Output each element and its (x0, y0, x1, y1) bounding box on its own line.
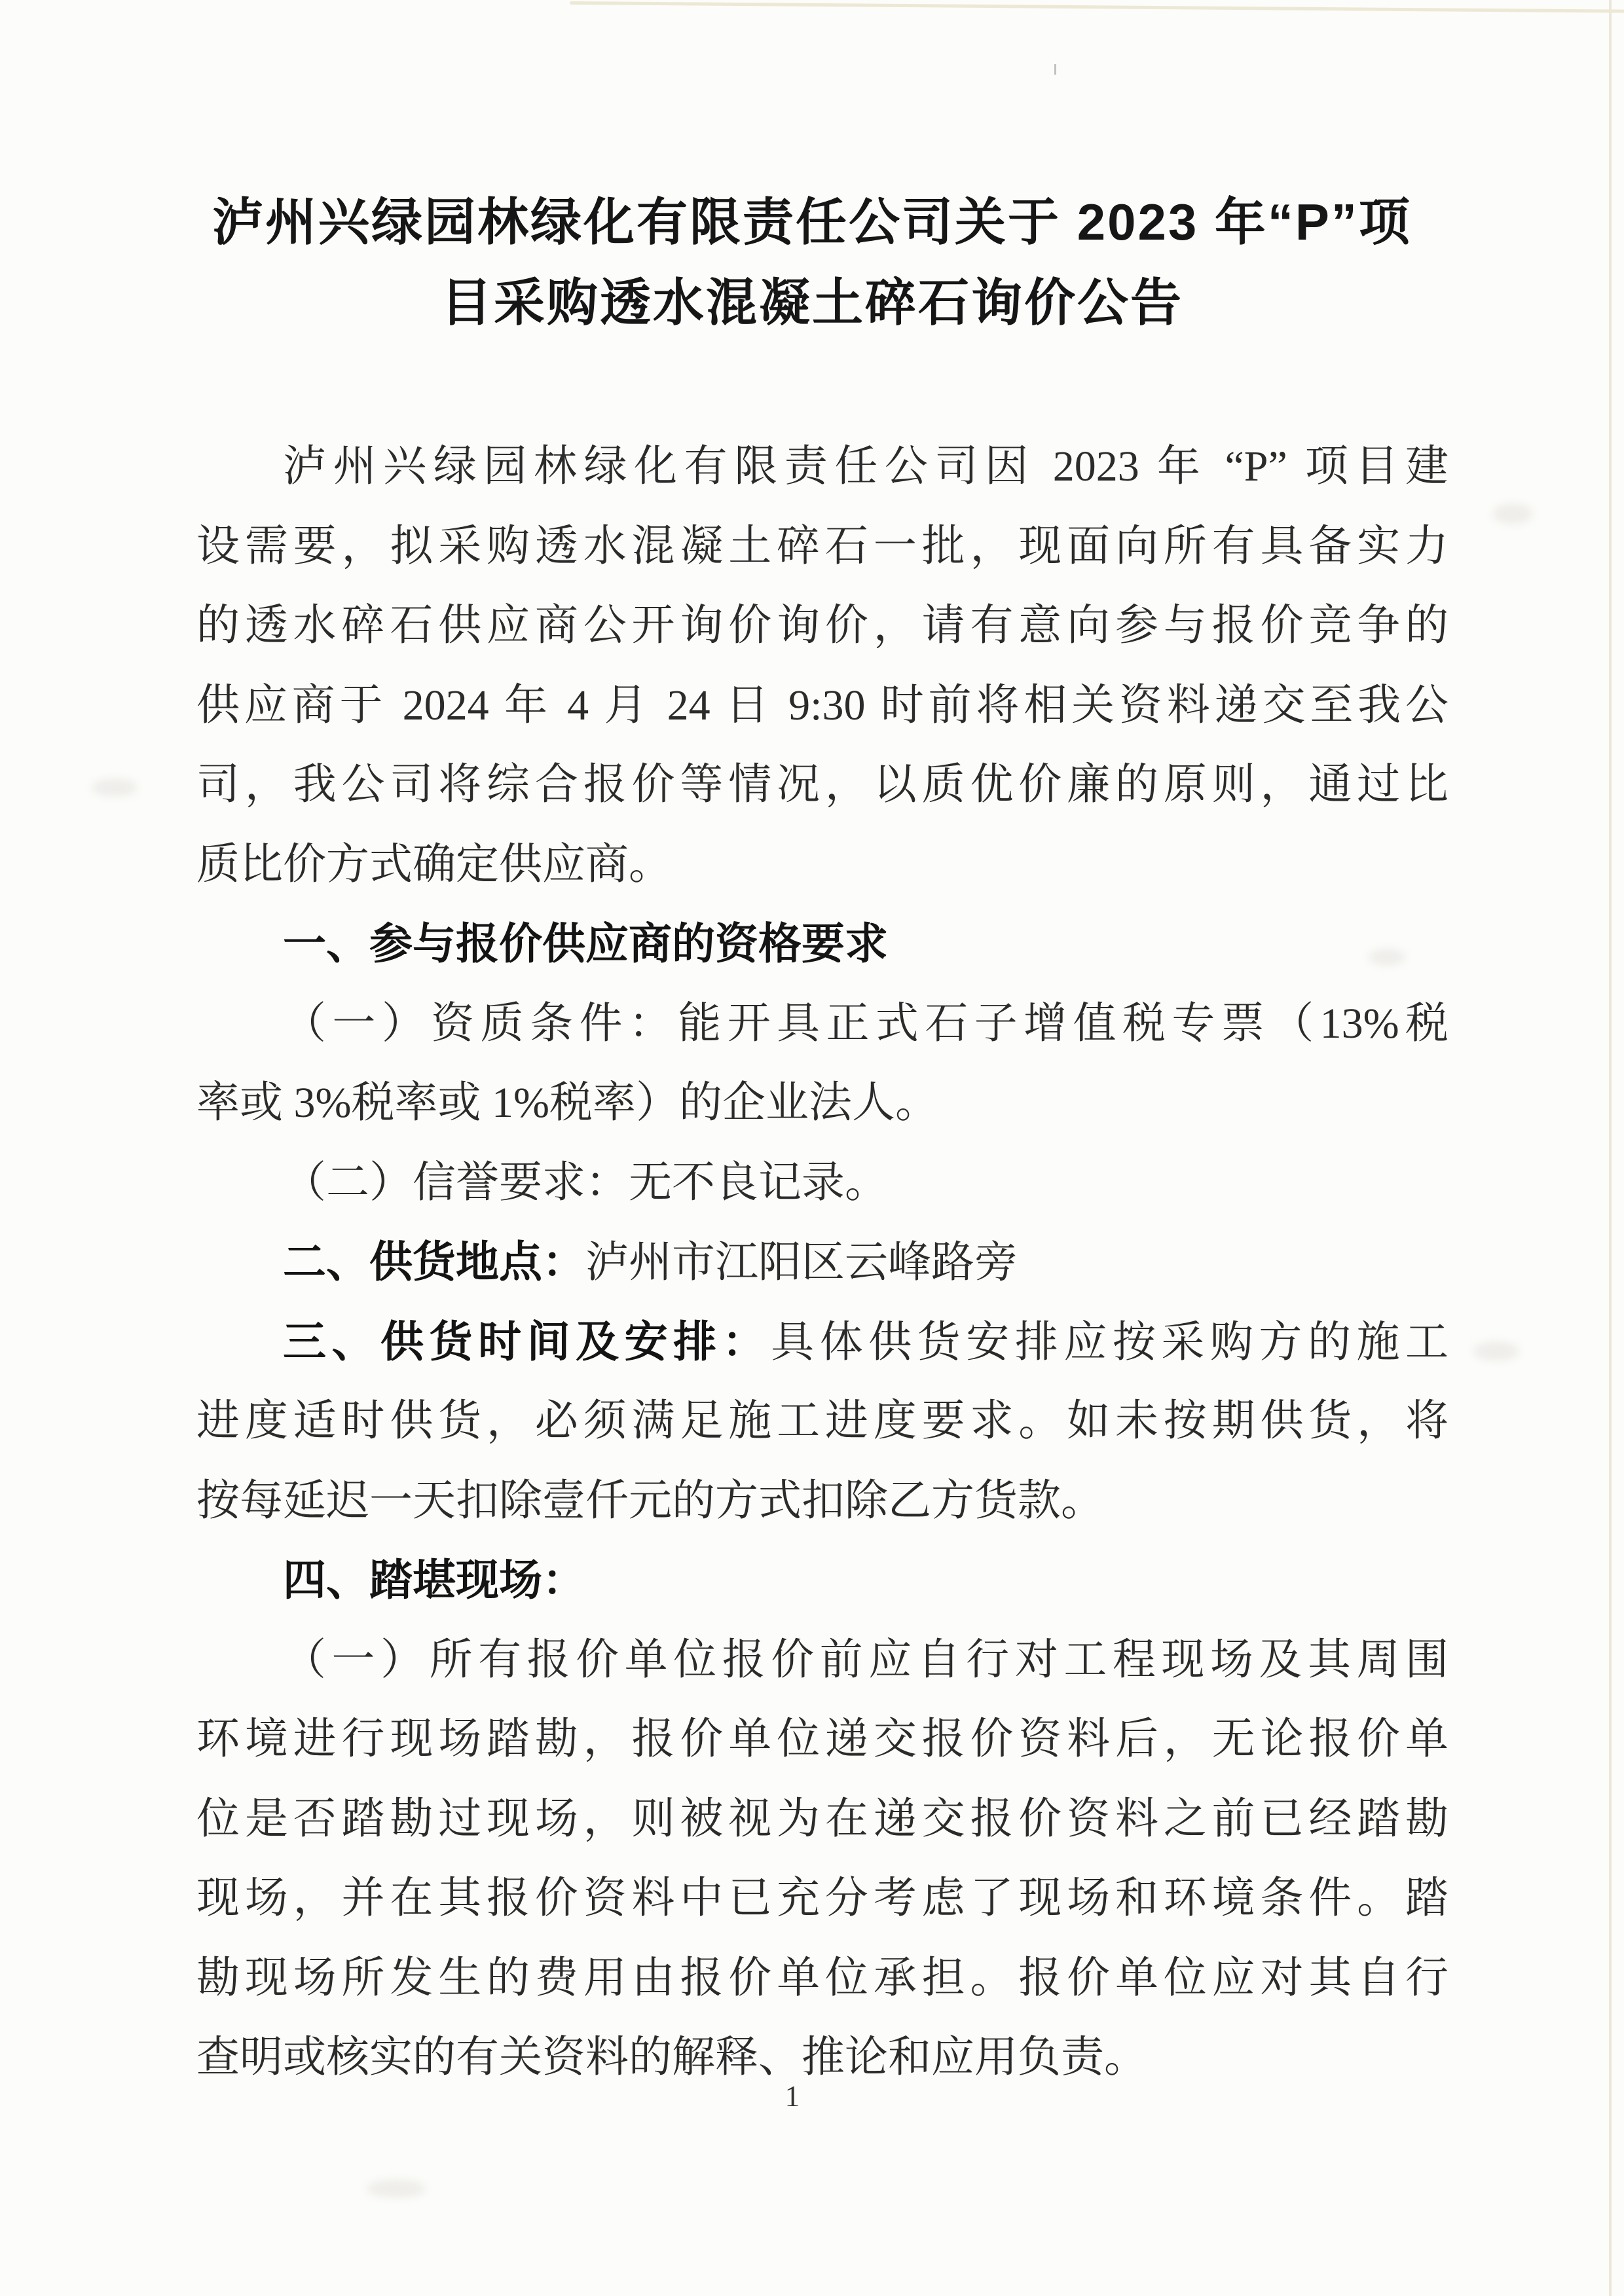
scan-smudge (1493, 504, 1532, 524)
scan-edge-line-right (1609, 0, 1612, 2296)
body-line-text: 查明或核实的有关资料的解释、推论和应用负责。 (196, 2033, 1147, 2081)
title-line-1: 泸州兴绿园林绿化有限责任公司关于 2023 年“P”项 (212, 193, 1412, 251)
body-line (196, 745, 1449, 825)
scan-smudge (92, 779, 138, 796)
body-line-text: 泸州市江阳区云峰路旁 (585, 1239, 1018, 1286)
body-line (196, 1461, 1449, 1541)
body-line-text: 设需要，拟采购透水混凝土碎石一批，现面向所有具备实力 (196, 522, 1449, 570)
body-line (196, 984, 1449, 1064)
body-line (196, 1859, 1449, 1939)
section-heading-4 (196, 1540, 1449, 1620)
section-heading-3 (196, 1302, 1449, 1382)
body-line-text: 率或 3%税率或 1%税率）的企业法人。 (196, 1079, 938, 1127)
body-line-text: 的透水碎石供应商公开询价询价，请有意向参与报价竞争的 (196, 602, 1449, 649)
body-line (196, 1381, 1449, 1461)
body-line (196, 666, 1449, 746)
section-heading-2 (196, 1222, 1449, 1302)
body-line-text: 进度适时供货，必须满足施工进度要求。如未按期供货，将 (196, 1397, 1449, 1445)
body-line-text: 现场，并在其报价资料中已充分考虑了现场和环境条件。踏 (196, 1874, 1449, 1922)
body-line (196, 586, 1449, 666)
body-line-text: （一）资质条件：能开具正式石子增值税专票（13%税 (283, 999, 1449, 1048)
body-line (196, 1063, 1449, 1143)
body-line-text: 质比价方式确定供应商。 (196, 840, 672, 888)
body-line (196, 507, 1449, 587)
section-heading-1 (196, 904, 1449, 984)
heading-text: 一、参与报价供应商的资格要求 (283, 919, 888, 968)
body-line (196, 1143, 1449, 1223)
body-line (196, 1779, 1449, 1859)
body-line-text: 司，我公司将综合报价等情况，以质优价廉的原则，通过比 (196, 761, 1449, 809)
body-line-text: （二）信誉要求：无不良记录。 (283, 1158, 888, 1207)
body-line (196, 427, 1449, 507)
heading-text: 三、供货时间及安排： (283, 1317, 771, 1366)
body-line (196, 825, 1449, 905)
body-line-text: 勘现场所发生的费用由报价单位承担。报价单位应对其自行 (196, 1954, 1449, 2002)
scan-speck (1054, 64, 1056, 75)
body-line (196, 1620, 1449, 1700)
body-line-text: 环境进行现场踏勘，报价单位递交报价资料后，无论报价单 (196, 1715, 1449, 1763)
page-number: 1 (784, 2079, 800, 2113)
document-body (196, 427, 1449, 2098)
body-line (196, 1700, 1449, 1779)
title-line-2: 目采购透水混凝土碎石询价公告 (440, 274, 1183, 331)
scan-smudge (367, 2180, 426, 2197)
body-line-text: 位是否踏勘过现场，则被视为在递交报价资料之前已经踏勘 (196, 1795, 1449, 1843)
heading-text: 四、踏堪现场： (283, 1556, 585, 1604)
body-line-text: 按每延迟一天扣除壹仟元的方式扣除乙方货款。 (196, 1476, 1104, 1525)
scan-edge-line-top (570, 1, 1624, 13)
body-line-text: 泸州兴绿园林绿化有限责任公司因 2023 年 “P” 项目建 (283, 443, 1449, 490)
scan-smudge (1473, 1342, 1519, 1360)
body-line (196, 1939, 1449, 2018)
body-line-text: 具体供货安排应按采购方的施工 (771, 1318, 1449, 1366)
body-line-text: 供应商于 2024 年 4 月 24 日 9:30 时前将相关资料递交至我公 (196, 681, 1449, 729)
heading-text: 二、供货地点： (283, 1237, 585, 1286)
body-line-text: （一）所有报价单位报价前应自行对工程现场及其周围 (283, 1635, 1449, 1684)
document-title (0, 182, 1624, 343)
